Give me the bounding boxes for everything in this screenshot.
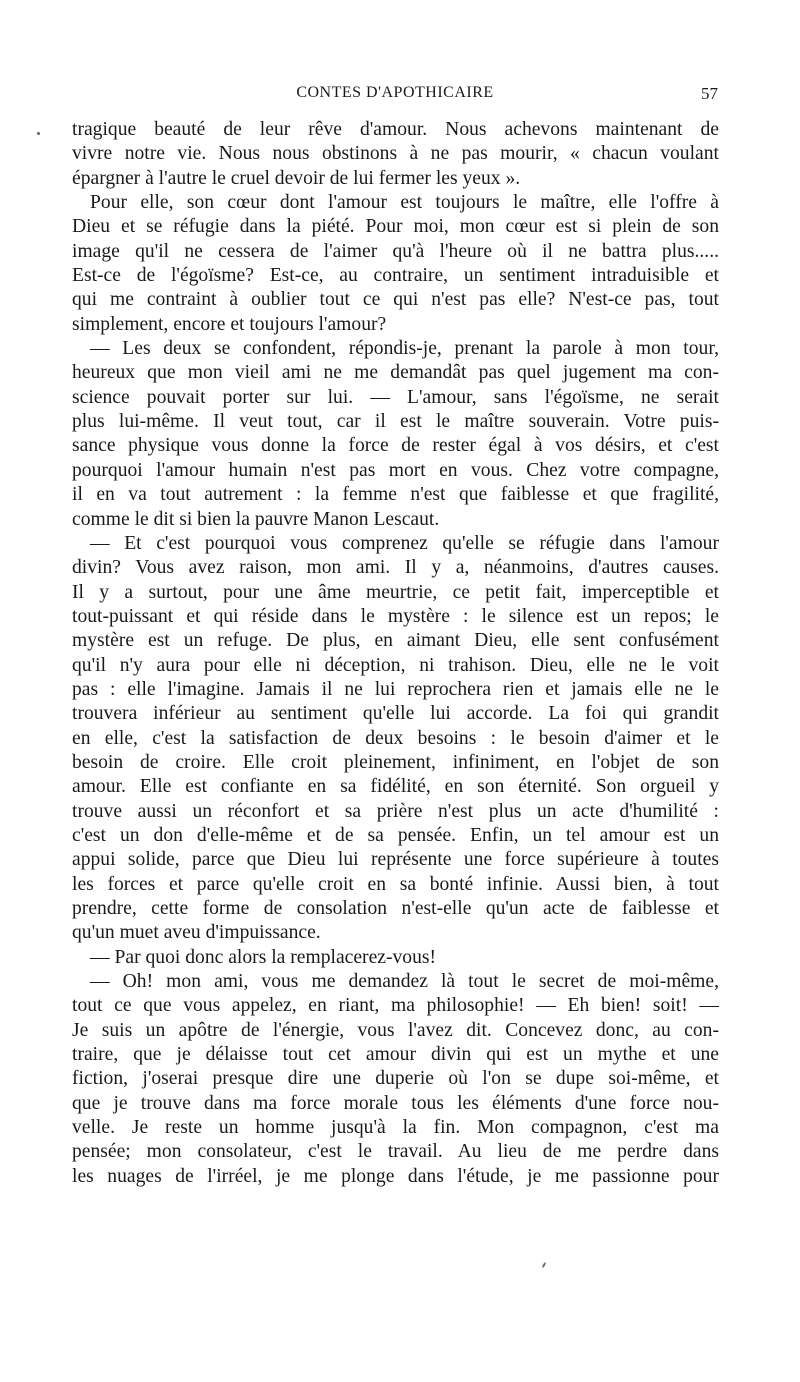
text-line: les forces et parce qu'elle croit en sa bonté infinie. Aussi bien, à tout bbox=[72, 873, 719, 895]
text-line: mystère est un refuge. De plus, en aimant Dieu, elle sent confusément bbox=[72, 630, 719, 652]
scan-speck bbox=[542, 1262, 547, 1268]
text-line: tout-puissant et qui réside dans le mystère : le silence est un repos; le bbox=[72, 605, 719, 627]
text-line: traire, que je délaisse tout cet amour divin qui est un mythe et une bbox=[72, 1044, 719, 1066]
text-line: appui solide, parce que Dieu lui représente une force supérieure à toutes bbox=[72, 849, 719, 871]
text-line: en elle, c'est la satisfaction de deux besoins : le besoin d'aimer et le bbox=[72, 727, 719, 749]
text-line: heureux que mon vieil ami ne me demandât pas quel jugement ma con- bbox=[72, 362, 719, 384]
text-line: sance physique vous donne la force de rester égal à vos désirs, et c'est bbox=[72, 435, 719, 457]
text-line: image qu'il ne cessera de l'aimer qu'à l'heure où il ne battra plus..... bbox=[72, 240, 719, 262]
text-line: Dieu et se réfugie dans la piété. Pour moi, mon cœur est si plein de son bbox=[72, 216, 719, 238]
text-line: comme le dit si bien la pauvre Manon Lescaut. bbox=[72, 508, 440, 530]
body-text bbox=[72, 118, 719, 1189]
text-line: Je suis un apôtre de l'énergie, vous l'avez dit. Concevez donc, au con- bbox=[72, 1019, 719, 1041]
text-line: simplement, encore et toujours l'amour? bbox=[72, 313, 387, 335]
text-line: tout ce que vous appelez, en riant, ma philosophie! — Eh bien! soit! — bbox=[72, 995, 719, 1017]
text-line: épargner à l'autre le cruel devoir de lui fermer les yeux ». bbox=[72, 167, 521, 189]
text-line: pas : elle l'imagine. Jamais il ne lui reprochera rien et jamais elle ne le bbox=[72, 678, 719, 700]
text-line: fiction, j'oserai presque dire une duperie où l'on se dupe soi-même, et bbox=[72, 1068, 719, 1090]
text-line: prendre, cette forme de consolation n'est-elle qu'un acte de faiblesse et bbox=[72, 898, 719, 919]
text-line: les nuages de l'irréel, je me plonge dans l'étude, je me passionne pour bbox=[72, 1165, 719, 1187]
text-line: plus lui-même. Il veut tout, car il est le maître souverain. Votre puis- bbox=[72, 411, 719, 433]
scan-speck bbox=[37, 132, 40, 135]
text-line: vivre notre vie. Nous nous obstinons à ne pas mourir, « chacun voulant bbox=[72, 143, 719, 165]
text-line: divin? Vous avez raison, mon ami. Il y a, néanmoins, d'autres causes. bbox=[72, 557, 719, 579]
running-title: CONTES D'APOTHICAIRE bbox=[296, 84, 494, 101]
text-line: tragique beauté de leur rêve d'amour. Nous achevons maintenant de bbox=[72, 119, 719, 140]
text-line: — Et c'est pourquoi vous comprenez qu'elle se réfugie dans l'amour bbox=[90, 532, 719, 554]
text-line: pourquoi l'amour humain n'est pas mort en vous. Chez votre compagne, bbox=[72, 459, 719, 481]
text-line: — Les deux se confondent, répondis-je, prenant la parole à mon tour, bbox=[90, 338, 719, 360]
text-line: qu'un muet aveu d'impuissance. bbox=[72, 922, 321, 944]
text-line: qu'il n'y aura pour elle ni déception, ni trahison. Dieu, elle ne le voit bbox=[72, 654, 719, 676]
text-line: Il y a surtout, pour une âme meurtrie, ce petit fait, imperceptible et bbox=[72, 581, 719, 603]
page-header bbox=[72, 84, 718, 106]
text-line: trouvera inférieur au sentiment qu'elle lui accorde. La foi qui grandit bbox=[72, 703, 719, 725]
text-line: c'est un don d'elle-même et de sa pensée. Enfin, un tel amour est un bbox=[72, 824, 719, 846]
text-line: — Oh! mon ami, vous me demandez là tout le secret de moi-même, bbox=[90, 971, 719, 993]
text-line: Est-ce de l'égoïsme? Est-ce, au contraire, un sentiment intraduisible et bbox=[72, 265, 719, 287]
text-line: pensée; mon consolateur, c'est le travail. Au lieu de me perdre dans bbox=[72, 1141, 719, 1163]
text-line: trouve aussi un réconfort et sa prière n'est plus un acte d'humilité : bbox=[72, 800, 719, 822]
page-number: 57 bbox=[701, 84, 718, 103]
text-line: besoin de croire. Elle croit pleinement, infiniment, en l'objet de son bbox=[72, 751, 719, 773]
text-line: velle. Je reste un homme jusqu'à la fin. Mon compagnon, c'est ma bbox=[72, 1117, 719, 1139]
text-line: il en va tout autrement : la femme n'est que faiblesse et que fragilité, bbox=[72, 484, 719, 506]
text-line: Pour elle, son cœur dont l'amour est toujours le maître, elle l'offre à bbox=[90, 192, 719, 214]
text-line: science pouvait porter sur lui. — L'amour, sans l'égoïsme, ne serait bbox=[72, 386, 719, 408]
text-line: que je trouve dans ma force morale tous les éléments d'une force nou- bbox=[72, 1092, 719, 1114]
text-line: amour. Elle est confiante en sa fidélité, en son éternité. Son orgueil y bbox=[72, 776, 719, 798]
text-line: qui me contraint à oublier tout ce qui n'est pas elle? N'est-ce pas, tout bbox=[72, 289, 719, 311]
text-line: — Par quoi donc alors la remplacerez-vous! bbox=[90, 946, 437, 968]
